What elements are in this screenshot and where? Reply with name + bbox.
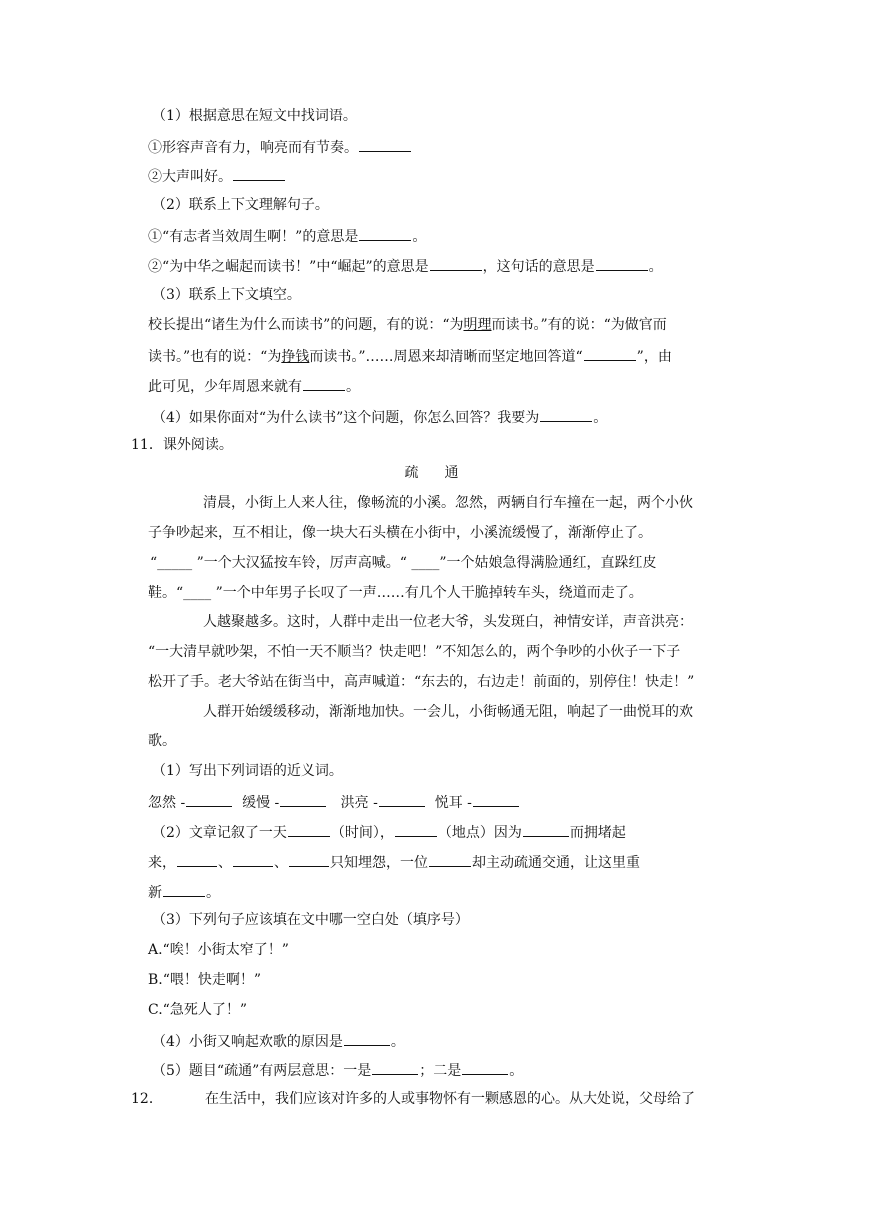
text: 。 bbox=[390, 1034, 405, 1050]
passage-para1-line1: 清晨，小街上人来人往，像畅流的小溪。忽然，两辆自行车撞在一起，两个小伙 bbox=[203, 495, 693, 511]
word: 洪亮 - bbox=[340, 795, 378, 811]
q10-part3-heading: （3）联系上下文填空。 bbox=[152, 287, 301, 303]
text: 、 bbox=[274, 855, 288, 871]
passage-para3-line2: “一大清早就吵架，不怕一天不顺当？快走吧！”不知怎么的，两个争吵的小伙子一下子 bbox=[148, 644, 681, 660]
q10-part4 bbox=[152, 406, 607, 428]
answer-blank[interactable] bbox=[359, 225, 411, 241]
option-a: A.“唉！小街太窄了！” bbox=[148, 942, 289, 958]
text: 。 bbox=[593, 410, 608, 426]
passage-para4-line2: 歌。 bbox=[148, 733, 176, 749]
word: 缓慢 - bbox=[242, 795, 280, 811]
answer-blank[interactable] bbox=[233, 165, 285, 181]
passage-para3-line3: 松开了手。老大爷站在街当中，高声喊道：“东去的，右边走！前面的，别停住！快走！” bbox=[148, 674, 695, 690]
text: （地点）因为 bbox=[437, 825, 522, 841]
text: ；二是 bbox=[419, 1063, 462, 1079]
q11-part3-heading: （3）下列句子应该填在文中哪一空白处（填序号） bbox=[152, 912, 469, 928]
answer-blank[interactable] bbox=[344, 1030, 390, 1046]
q10-part3-line1 bbox=[148, 315, 667, 335]
q11-part1-heading: （1）写出下列词语的近义词。 bbox=[152, 763, 343, 779]
answer-blank[interactable] bbox=[303, 375, 345, 391]
answer-blank[interactable] bbox=[177, 851, 217, 867]
text: （时间）， bbox=[330, 825, 394, 841]
answer-blank[interactable] bbox=[430, 255, 482, 271]
answer-blank[interactable] bbox=[288, 821, 330, 837]
text: （4）小街又响起欢歌的原因是 bbox=[152, 1034, 343, 1050]
option-c: C.“急死人了！” bbox=[148, 1002, 247, 1018]
answer-blank[interactable] bbox=[289, 851, 329, 867]
text: 而拥堵起 bbox=[569, 825, 626, 841]
text: 。 bbox=[346, 379, 360, 395]
q10-part3-line3 bbox=[148, 375, 360, 397]
item-text: ②大声叫好。 bbox=[148, 169, 232, 185]
passage-title: 疏 通 bbox=[404, 465, 465, 481]
q10-part1-item2 bbox=[148, 165, 286, 187]
text: 新 bbox=[148, 885, 162, 901]
text: 却主动疏通交通，让这里重 bbox=[472, 855, 640, 871]
word: 忽然 - bbox=[148, 795, 186, 811]
q10-part1-heading: （1）根据意思在短文中找词语。 bbox=[152, 108, 357, 124]
passage-para4-line1: 人群开始缓缓移动，渐渐地加快。一会儿，小街畅通无阻，响起了一曲悦耳的欢 bbox=[203, 704, 693, 720]
item-text: ，这句话的意思是 bbox=[482, 259, 595, 275]
answer-blank[interactable] bbox=[379, 791, 425, 807]
q10-part2-item2 bbox=[148, 255, 663, 277]
q10-part1-item1 bbox=[148, 136, 412, 158]
text: （5）题目“疏通”有两层意思：一是 bbox=[152, 1063, 372, 1079]
passage-para3-line1: 人越聚越多。这时，人群中走出一位老大爷，头发斑白，神情安详，声音洪亮： bbox=[203, 614, 693, 630]
answer-blank[interactable] bbox=[523, 821, 569, 837]
text: 来， bbox=[148, 855, 176, 871]
text: （4）如果你面对“为什么读书”这个问题，你怎么回答？我要为 bbox=[152, 410, 540, 426]
text: 而读书。”有的说：“为做官而 bbox=[491, 317, 667, 333]
q11-part5 bbox=[152, 1059, 523, 1081]
item-text: 。 bbox=[648, 259, 663, 275]
option-b: B.“喂！快走啊！” bbox=[148, 972, 262, 988]
q11-heading: 11．课外阅读。 bbox=[131, 437, 233, 453]
passage-para2-line1: “_____ ”一个大汉猛按车铃，厉声高喊。“ ____”一个姑娘急得满脸通红，直跺红皮 bbox=[150, 555, 657, 571]
answer-blank[interactable] bbox=[280, 791, 326, 807]
text: 校长提出“诸生为什么而读书”的问题，有的说：“为 bbox=[148, 317, 464, 333]
answer-blank[interactable] bbox=[473, 791, 519, 807]
q11-part1-words bbox=[148, 791, 520, 813]
text: 而读书。”……周恩来却清晰而坚定地回答道“ bbox=[309, 349, 583, 365]
text: 读书。”也有的说：“为 bbox=[148, 349, 282, 365]
text: 。 bbox=[509, 1063, 524, 1079]
answer-blank[interactable] bbox=[395, 821, 437, 837]
text: 。 bbox=[206, 885, 220, 901]
item-text: ②“为中华之崛起而读书！”中“崛起”的意思是 bbox=[148, 259, 429, 275]
answer-blank[interactable] bbox=[540, 406, 592, 422]
answer-blank[interactable] bbox=[584, 345, 636, 361]
item-text: 。 bbox=[412, 229, 427, 245]
answer-blank[interactable] bbox=[372, 1059, 418, 1075]
text: 、 bbox=[218, 855, 232, 871]
q10-part2-item1 bbox=[148, 225, 426, 247]
q11-part2-line1 bbox=[152, 821, 626, 843]
text: 只知埋怨，一位 bbox=[330, 855, 428, 871]
passage-para1-line2: 子争吵起来，互不相让，像一块大石头横在小街中，小溪流缓慢了，渐渐停止了。 bbox=[148, 525, 652, 541]
q10-part2-heading: （2）联系上下文理解句子。 bbox=[152, 197, 329, 213]
q11-part2-line3 bbox=[148, 881, 220, 903]
q12-number: 12． bbox=[131, 1091, 163, 1107]
answer-blank[interactable] bbox=[429, 851, 471, 867]
q10-part3-line2 bbox=[148, 345, 672, 367]
answer-blank[interactable] bbox=[359, 136, 411, 152]
underlined-word: 明理 bbox=[463, 317, 492, 333]
text: （2）文章记叙了一天 bbox=[152, 825, 287, 841]
passage-para2-line2: 鞋。“____ ”一个中年男子长叹了一声……有几个人干脆掉转车头，绕道而走了。 bbox=[148, 585, 643, 601]
q11-part2-line2 bbox=[148, 851, 640, 873]
underlined-word: 挣钱 bbox=[281, 349, 310, 365]
answer-blank[interactable] bbox=[596, 255, 648, 271]
answer-blank[interactable] bbox=[233, 851, 273, 867]
answer-blank[interactable] bbox=[163, 881, 205, 897]
q12-text: 在生活中，我们应该对许多的人或事物怀有一颗感恩的心。从大处说，父母给了 bbox=[205, 1091, 695, 1107]
item-text: ①形容声音有力，响亮而有节奏。 bbox=[148, 140, 358, 156]
item-text: ①“有志者当效周生啊！”的意思是 bbox=[148, 229, 359, 245]
text: 此可见，少年周恩来就有 bbox=[148, 379, 302, 395]
answer-blank[interactable] bbox=[462, 1059, 508, 1075]
q11-part4 bbox=[152, 1030, 405, 1052]
answer-blank[interactable] bbox=[186, 791, 232, 807]
text: ”，由 bbox=[636, 349, 672, 365]
word: 悦耳 - bbox=[434, 795, 472, 811]
